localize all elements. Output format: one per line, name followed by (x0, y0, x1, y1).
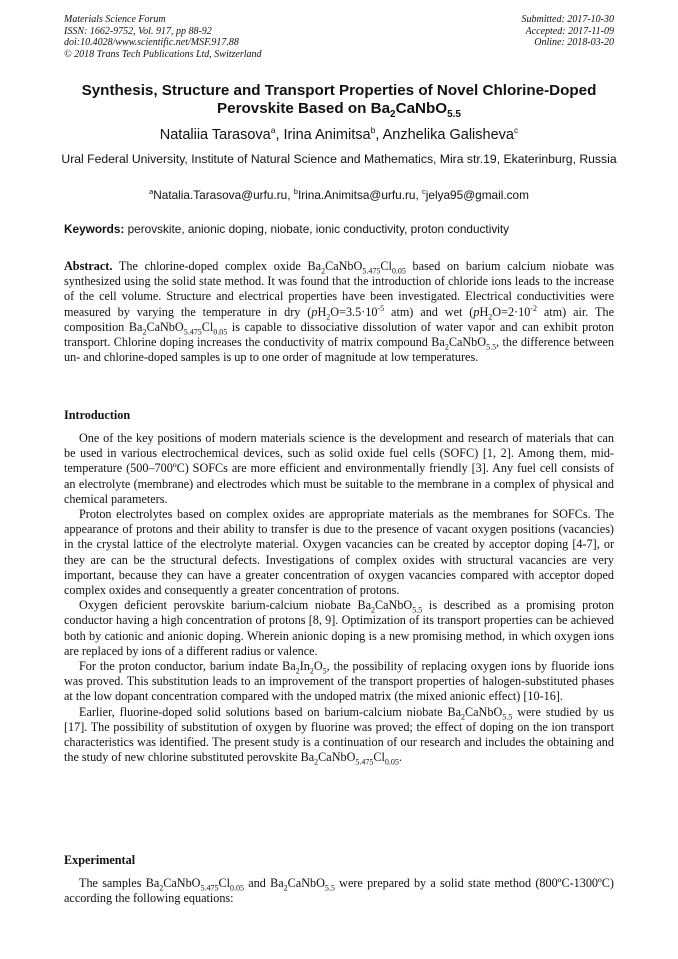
formula-subscript: 2 (444, 342, 449, 352)
formula-subscript: 5 (322, 666, 327, 676)
author-list (40, 125, 638, 143)
abstract-paragraph (64, 259, 614, 365)
formula-superscript: -5 (377, 303, 385, 313)
formula-subscript: 0.05 (391, 266, 406, 276)
author-name: Irina Animitsa (283, 126, 371, 143)
abstract (64, 259, 614, 365)
paper-title (40, 82, 638, 120)
formula-text: Ba (300, 750, 315, 765)
formula-text: Cl (218, 876, 231, 890)
formula-subscript: 2 (321, 266, 326, 276)
formula-text: Ba (307, 259, 322, 273)
text-run: =2·10 (501, 304, 531, 319)
experimental-body (64, 876, 614, 906)
formula-subscript: 5.5 (324, 883, 335, 893)
formula-subscript: 5.475 (183, 327, 202, 337)
formula-subscript: 5.5 (412, 605, 423, 615)
journal-name: Materials Science Forum (64, 14, 166, 25)
text-run: , the possibility of replacing oxygen ions by fluoride ions was proved. This substitution leads to an improvement of the transport properties of halogen-substituted phases at the low dopant concentration compared with the undoped matrix (the mixed anionic effect) [10-16]. (64, 659, 615, 704)
formula-text: Ba (128, 319, 143, 334)
text-run: The samples (79, 876, 146, 890)
text-run: =3.5·10 (339, 304, 378, 319)
formula-subscript: 0.05 (213, 327, 228, 337)
text-run: , the difference between un- and chlorine-doped samples is up to one order of magnitude at low temperatures. (64, 335, 614, 365)
formula-text: CaNbO (465, 704, 503, 719)
formula-subscript: 2 (142, 327, 147, 337)
email-link[interactable]: Natalia.Tarasova@urfu.ru, (153, 187, 294, 202)
title-line-2 (40, 100, 638, 118)
author-name: Nataliia Tarasova (159, 126, 271, 143)
submitted-date: Submitted: 2017-10-30 (521, 14, 614, 25)
affiliation: Ural Federal University, Institute of Natural Science and Mathematics, Mira str.19, Ekaterinburg, Russia (61, 152, 617, 166)
formula-text: CaNbO (325, 259, 363, 273)
copyright-line: © 2018 Trans Tech Publications Ltd, Switzerland (64, 48, 262, 60)
paragraph (64, 705, 614, 766)
formula-text: Cl (201, 319, 214, 334)
formula-text: O (313, 659, 323, 674)
formula-subscript: 0.05 (384, 757, 399, 767)
formula-subscript: 2 (371, 605, 375, 615)
text-run: were studied by us [17]. The possibility of substitution of oxygen by fluorine was proved; the effect of doping on the ion transport characteristics was identified. The present study is a continuation of our research and includes the obtaining and the study of new chlorine substituted perovskite (64, 704, 614, 765)
title-subscript: 2 (390, 108, 396, 120)
formula-subscript: 5.475 (355, 757, 374, 767)
author-mark: c (513, 125, 519, 135)
journal-header (64, 14, 262, 60)
formula-subscript: 2 (488, 312, 493, 322)
paragraph (64, 598, 614, 659)
keywords (64, 222, 624, 236)
title-text: CaNbO (395, 99, 448, 117)
formula-subscript: 2 (461, 712, 466, 722)
section-heading-experimental: Experimental (64, 853, 136, 867)
email-mark: a (149, 187, 154, 196)
formula-text: p (473, 304, 480, 319)
formula-subscript: 2 (295, 666, 300, 676)
doi-line: doi:10.4028/www.scientific.net/MSF.917.88 (64, 37, 239, 49)
formula-subscript: 5.475 (200, 883, 219, 893)
text-run: atm) air. The composition (64, 304, 614, 334)
paragraph: One of the key positions of modern materials science is the development and research of materials that can be used in various electrochemical devices, such as solid oxide fuel cells (SOFC) [1, 2]. Among them, mid-temperature (500–700ºC) SOFCs are more efficient and environmentally friendly [3]. Any fuel cell consists of an electrolyte (membrane) and electrodes which must be suitable to the membrane in a complex of physical and chemical parameters. (64, 431, 614, 506)
keywords-label: Keywords: (64, 222, 125, 236)
paragraph (64, 876, 614, 906)
author-emails (40, 187, 638, 202)
accepted-date: Accepted: 2017-11-09 (525, 25, 614, 37)
paragraph: Proton electrolytes based on complex oxides are appropriate materials as the membranes for SOFCs. The appearance of protons and their ability to transfer is due to the presence of vacant oxygen positions (vacancies) in the crystal lattice of the electrolyte material. Oxygen vacancies can be created by acceptor doping [4-7], or they are can be the structural defects. Investigations of complex oxides with structural vacancies are very important, because they can have a greater concentration of oxygen vacancies compared with acceptor doped complex oxides and consequently a greater concentration of protons. (64, 507, 614, 598)
formula-superscript: -2 (530, 303, 537, 313)
formula-text: Ba (282, 659, 296, 674)
email-mark: b (293, 187, 298, 196)
formula-subscript: 5.5 (486, 342, 497, 352)
formula-subscript: 5.5 (502, 712, 513, 722)
formula-text: Cl (373, 750, 385, 765)
formula-text: Cl (380, 259, 392, 273)
author-mark: b (370, 125, 376, 135)
formula-text: Ba (431, 335, 445, 350)
text-run: were prepared by a solid state method (800ºC-1300ºC) according the following equations: (64, 876, 614, 906)
formula-text: H (317, 304, 327, 319)
email-link[interactable]: jelya95@gmail.com (425, 187, 529, 202)
online-date: Online: 2018-03-20 (534, 37, 614, 49)
issn-line: ISSN: 1662-9752, Vol. 917, pp 88-92 (64, 25, 212, 37)
author-separator: , (375, 126, 383, 143)
abstract-label: Abstract. (64, 259, 113, 273)
text-run: is described as a promising proton conductor having a high concentration of protons [8, 9]. Optimization of its transport properties can be achieved both by cationic and anionic doping. Wherein anionic doping is a new promising method, in which oxygen ions are replaced by ions of a different radius or valence. (64, 598, 615, 658)
formula-subscript: 2 (314, 757, 319, 767)
formula-subscript: 5.475 (362, 266, 381, 276)
section-heading-introduction: Introduction (64, 408, 131, 422)
text-run: based on barium calcium niobate was synthesized using the solid state method. It was found that the introduction of chloride ions leads to the increase of the cell volume. Structure and electrical properties have been investigated. Electrical conductivities were measured by varying the temperature in dry ( (64, 259, 614, 319)
text-run: is capable to dissociative dissolution of water vapor and can exhibit proton transport. Chlorine doping increases the conductivity of matrix compound (64, 319, 614, 350)
title-subscript: 5.5 (447, 108, 461, 120)
text-run: and (244, 876, 271, 890)
formula-subscript: 2 (309, 666, 314, 676)
formula-text: O (330, 304, 340, 319)
email-mark: c (422, 187, 426, 196)
formula-text: H (479, 304, 489, 319)
formula-text: Ba (447, 704, 462, 719)
formula-text: CaNbO (448, 335, 487, 350)
formula-subscript: 2 (326, 312, 331, 322)
author-separator: , (275, 126, 284, 143)
formula-text: CaNbO (318, 750, 356, 765)
formula-text: O (492, 304, 502, 319)
formula-subscript: 0.05 (230, 883, 245, 893)
introduction-body (64, 431, 614, 765)
formula-text: Ba (357, 598, 371, 613)
text-run: Earlier, fluorine-doped solid solutions based on barium-calcium niobate (79, 704, 448, 719)
formula-text: p (311, 304, 318, 319)
text-run: Oxygen deficient perovskite barium-calcium niobate (79, 598, 358, 613)
formula-text: Ba (145, 876, 160, 890)
formula-text: Ba (270, 876, 284, 890)
formula-subscript: 2 (159, 883, 164, 893)
title-text: Perovskite Based on Ba (217, 99, 391, 117)
text-run: . (398, 750, 402, 765)
author-mark: a (270, 125, 276, 135)
formula-text: CaNbO (146, 319, 184, 334)
text-run: For the proton conductor, barium indate (79, 659, 283, 674)
formula-text: CaNbO (375, 598, 413, 613)
keywords-text: perovskite, anionic doping, niobate, ionic conductivity, proton conductivity (124, 222, 510, 236)
paragraph (64, 659, 614, 705)
text-run: atm) and wet ( (384, 304, 474, 319)
formula-text: CaNbO (287, 876, 325, 890)
title-line-1: Synthesis, Structure and Transport Properties of Novel Chlorine-Doped (81, 82, 597, 99)
author-name: Anzhelika Galisheva (382, 126, 514, 143)
dates-header (522, 14, 615, 49)
text-run: The chlorine-doped complex oxide (112, 259, 308, 273)
formula-subscript: 2 (283, 883, 288, 893)
formula-text: CaNbO (163, 876, 201, 890)
email-link[interactable]: Irina.Animitsa@urfu.ru, (297, 187, 423, 202)
formula-text: In (299, 659, 310, 674)
